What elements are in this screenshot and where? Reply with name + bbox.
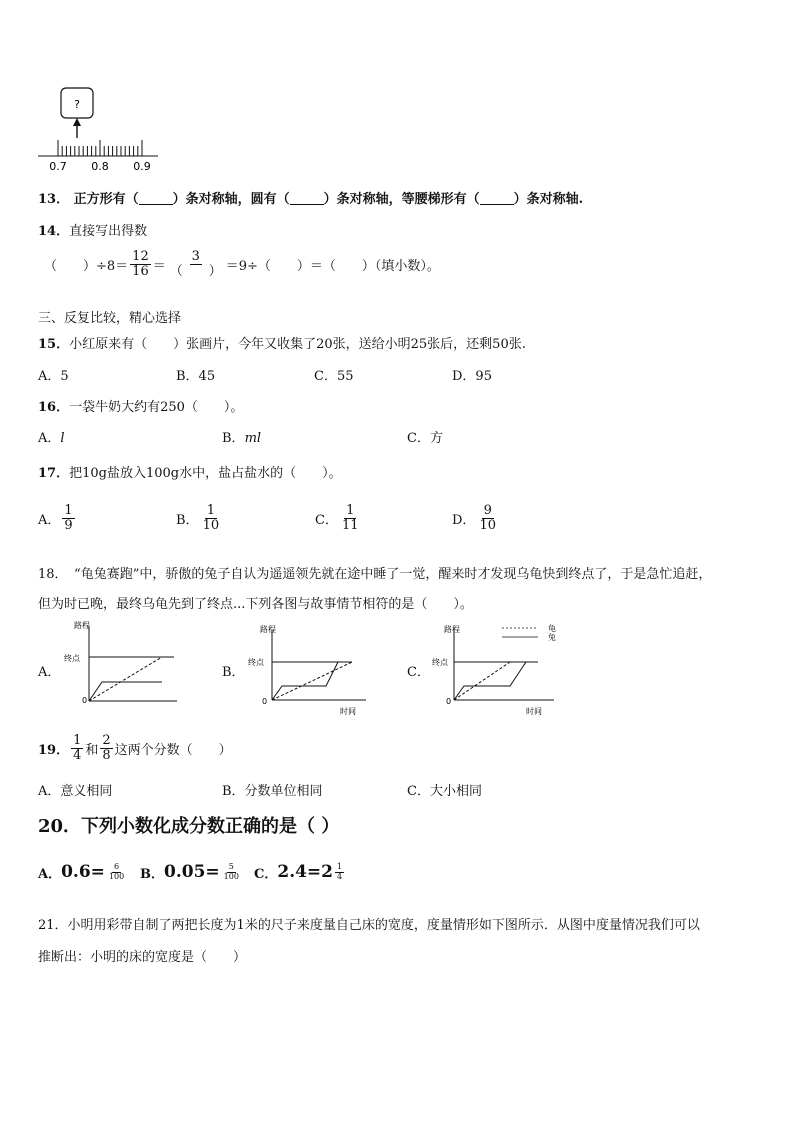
q16-option-c[interactable]: C．方 [407, 431, 443, 446]
q18-line-1: 18． “龟兔赛跑”中，骄傲的兔子自认为遥遥领先就在途中睡了一觉，醒来时才发现乌龟快到终点了，于是急忙追赶， [38, 567, 712, 582]
graph-b-ylabel: 路程 [260, 625, 276, 634]
q20-option-a[interactable]: A． 0.6= $\frac{6}{100}$ [38, 862, 125, 882]
q20-option-c[interactable]: C． 2.4=2 $\frac{1}{4}$ [254, 862, 343, 882]
graph-c-tortoise [454, 662, 510, 700]
graph-a-finish: 终点 [64, 654, 80, 663]
tick-label-0-8: 0.8 [91, 160, 109, 173]
tick-label-0-9: 0.9 [133, 160, 151, 173]
q20-title: 20．下列小数化成分数正确的是（ ） [38, 816, 340, 837]
number-line-figure [34, 84, 164, 176]
graph-c-xlabel: 时间 [526, 707, 542, 716]
question-mark: ? [74, 98, 80, 111]
q14-fraction-2: $\frac{3}{( )}$ [169, 249, 222, 279]
q18-option-b-label[interactable]: B． [222, 665, 245, 680]
section-heading: 三、反复比较，精心选择 [38, 311, 182, 326]
q19-option-c[interactable]: C．大小相同 [407, 784, 482, 799]
q13: 13． 正方形有（ ）条对称轴，圆有（ ）条对称轴，等腰梯形有（ ）条对称轴. [38, 192, 584, 207]
q19-option-b[interactable]: B．分数单位相同 [222, 784, 323, 799]
q18-graph-a[interactable] [62, 616, 182, 716]
q15-option-c[interactable]: C．55 [314, 369, 354, 384]
q14-title: 14．直接写出得数 [38, 224, 148, 239]
arrow-head [73, 118, 81, 126]
q15-option-a[interactable]: A．5 [38, 369, 69, 384]
q13-blank-3[interactable] [480, 192, 514, 205]
q18-line-2: 但为时已晚，最终乌龟先到了终点...下列各图与故事情节相符的是（ ）。 [38, 597, 473, 612]
q19-fraction-2: $\frac{2}{8}$ [102, 733, 111, 763]
graph-c-ylabel: 路程 [444, 625, 460, 634]
q16: 16．一袋牛奶大约有250（ ）。 [38, 400, 244, 415]
q16-option-a[interactable]: A．l [38, 431, 65, 446]
graph-c-finish: 终点 [432, 658, 448, 667]
q15-option-b[interactable]: B．45 [176, 369, 216, 384]
graph-c-legend-tortoise: 龟 [548, 624, 556, 633]
q15-option-d[interactable]: D．95 [452, 369, 492, 384]
q19: 19． $\frac{1}{4}$ 和 $\frac{2}{8}$ 这两个分数（ ） [38, 733, 232, 763]
q17-option-a[interactable]: A． $\frac{1}{9}$ [38, 503, 73, 533]
graph-b-xlabel: 时间 [340, 707, 356, 716]
q17-option-b[interactable]: B． $\frac{1}{10}$ [176, 503, 220, 533]
q17-option-c[interactable]: C． $\frac{1}{11}$ [315, 503, 359, 533]
graph-b-origin: 0 [262, 697, 268, 706]
tick-label-0-7: 0.7 [49, 160, 67, 173]
graph-b-finish: 终点 [248, 658, 264, 667]
graph-a-origin: 0 [82, 696, 88, 705]
q19-fraction-1: $\frac{1}{4}$ [73, 733, 82, 763]
q18-graph-b[interactable] [246, 620, 376, 720]
q13-blank-1[interactable] [139, 192, 173, 205]
graph-a-ylabel: 路程 [74, 621, 90, 630]
q14-expression: （ ）÷8＝ $\frac{12}{16}$ ＝ $\frac{3}{( )}$ ＝9÷（ ）＝（ ）（填小数）。 [44, 249, 440, 279]
graph-a-rabbit [89, 682, 162, 701]
q14-fraction-1: $\frac{12}{16}$ [132, 249, 149, 279]
graph-c-legend-rabbit: 兔 [548, 633, 556, 642]
q18-option-a-label[interactable]: A． [38, 665, 61, 680]
q17: 17．把10g盐放入100g水中，盐占盐水的（ ）。 [38, 466, 342, 481]
q20-option-b[interactable]: B． 0.05= $\frac{5}{100}$ [140, 862, 239, 882]
graph-a-tortoise [89, 657, 162, 701]
q18-option-c-label[interactable]: C． [407, 665, 430, 680]
q13-blank-2[interactable] [290, 192, 324, 205]
q18-graph-c[interactable] [430, 620, 570, 720]
graph-c-rabbit [454, 662, 526, 700]
q19-option-a[interactable]: A．意义相同 [38, 784, 113, 799]
q21-line-2: 推断出：小明的床的宽度是（ ） [38, 950, 247, 965]
q15: 15．小红原来有（ ）张画片，今年又收集了20张，送给小明25张后，还剩50张. [38, 337, 526, 352]
graph-c-origin: 0 [446, 697, 452, 706]
q16-option-b[interactable]: B．ml [222, 431, 262, 446]
graph-b-tortoise [272, 662, 352, 700]
q21-line-1: 21．小明用彩带自制了两把长度为1米的尺子来度量自己床的宽度，度量情形如下图所示．从图中度量情况我们可以 [38, 918, 700, 933]
q17-option-d[interactable]: D． $\frac{9}{10}$ [452, 503, 496, 533]
graph-b-rabbit [272, 662, 338, 700]
